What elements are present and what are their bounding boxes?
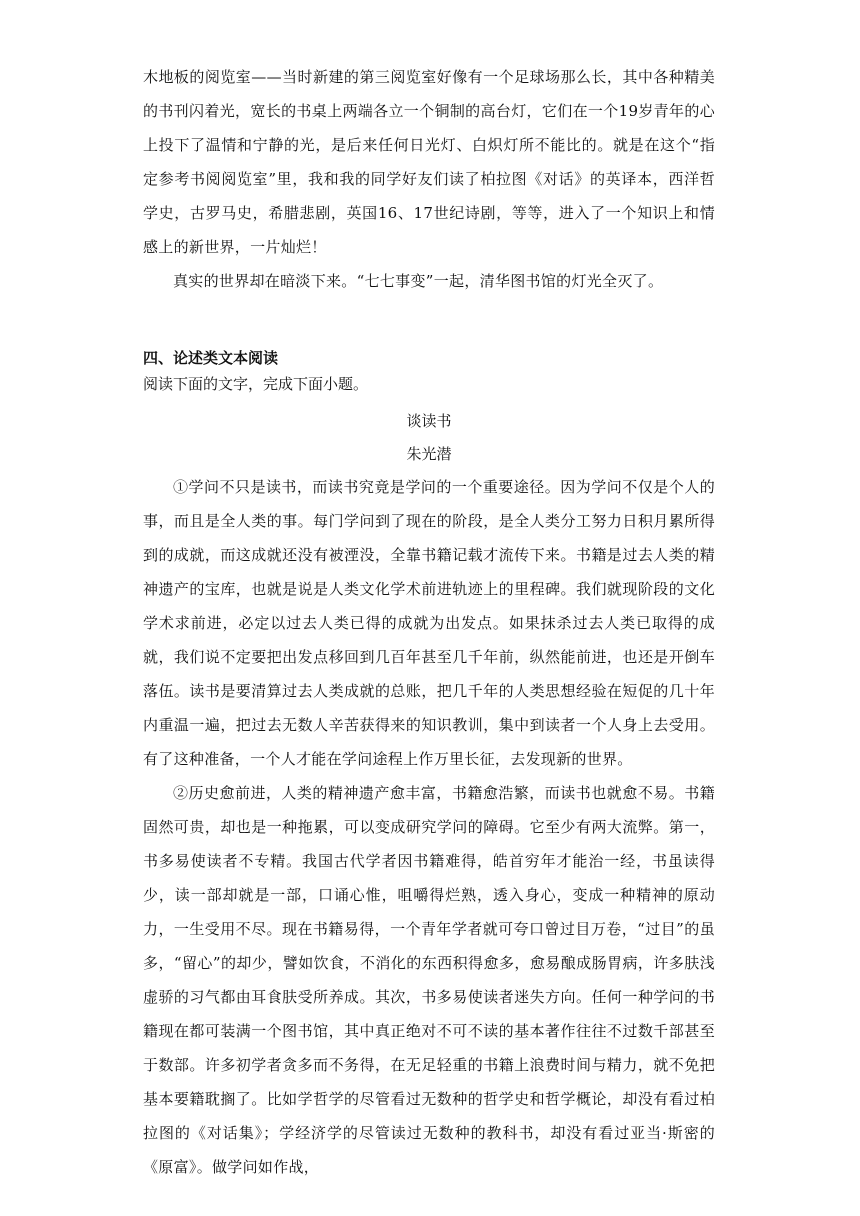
- passage-paragraph-library: 木地板的阅览室——当时新建的第三阅览室好像有一个足球场那么长，其中各种精美的书刊闪着光，宽长的书桌上两端各立一个铜制的高台灯，它们在一个19岁青年的心上投下了温情和宁静的光，是后来任何日光灯、白炽灯所不能比的。就是在这个“指定参考书阅阅览室”里，我和我的同学好友们读了柏拉图《对话》的英译本，西洋哲学史，古罗马史，希腊悲剧，英国16、17世纪诗剧，等等，进入了一个知识上和情感上的新世界，一片灿烂！: [143, 68, 715, 256]
- reading-instruction: 阅读下面的文字，完成下面小题。: [143, 375, 369, 393]
- section-heading: 四、论述类文本阅读: [143, 349, 279, 367]
- passage-paragraph-war: 真实的世界却在暗淡下来。“七七事变”一起，清华图书馆的灯光全灭了。: [173, 272, 664, 290]
- article-title: 谈读书: [406, 412, 452, 430]
- article-paragraph-2: ②历史愈前进，人类的精神遗产愈丰富，书籍愈浩繁，而读书也就愈不易。书籍固然可贵，却也是一种拖累，可以变成研究学问的障碍。它至少有两大流弊。第一，书多易使读者不专精。我国古代学者因书籍难得，皓首穷年才能治一经，书虽读得少，读一部却就是一部，口诵心惟，咀嚼得烂熟，透入身心，变成一种精神的原动力，一生受用不尽。现在书籍易得，一个青年学者就可夸口曾过目万卷，“过目”的虽多，“留心”的却少，譬如饮食，不消化的东西积得愈多，愈易酿成肠胃病，许多肤浅虚骄的习气都由耳食肤受所养成。其次，书多易使读者迷失方向。任何一种学问的书籍现在都可装满一个图书馆，其中真正绝对不可不读的基本著作往往不过数千部甚至于数部。许多初学者贪多而不务得，在无足轻重的书籍上浪费时间与精力，就不免把基本要籍耽搁了。比如学哲学的尽管看过无数种的哲学史和哲学概论，却没有看过柏拉图的《对话集》；学经济学的尽管读过无数种的教科书，却没有看过亚当·斯密的《原富》。做学问如作战，: [143, 784, 715, 1176]
- article-author: 朱光潜: [406, 445, 452, 463]
- article-paragraph-1: ①学问不只是读书，而读书究竟是学问的一个重要途径。因为学问不仅是个人的事，而且是全人类的事。每门学问到了现在的阶段，是全人类分工努力日积月累所得到的成就，而这成就还没有被湮没，全靠书籍记载才流传下来。书籍是过去人类的精神遗产的宝库，也就是说是人类文化学术前进轨迹上的里程碑。我们就现阶段的文化学术求前进，必定以过去人类已得的成就为出发点。如果抹杀过去人类已取得的成就，我们说不定要把出发点移回到几百年甚至几千年前，纵然能前进，也还是开倒车落伍。读书是要清算过去人类成就的总账，把几千年的人类思想经验在短促的几十年内重温一遍，把过去无数人辛苦获得来的知识教训，集中到读者一个人身上去受用。有了这种准备，一个人才能在学问途程上作万里长征，去发现新的世界。: [143, 478, 715, 768]
